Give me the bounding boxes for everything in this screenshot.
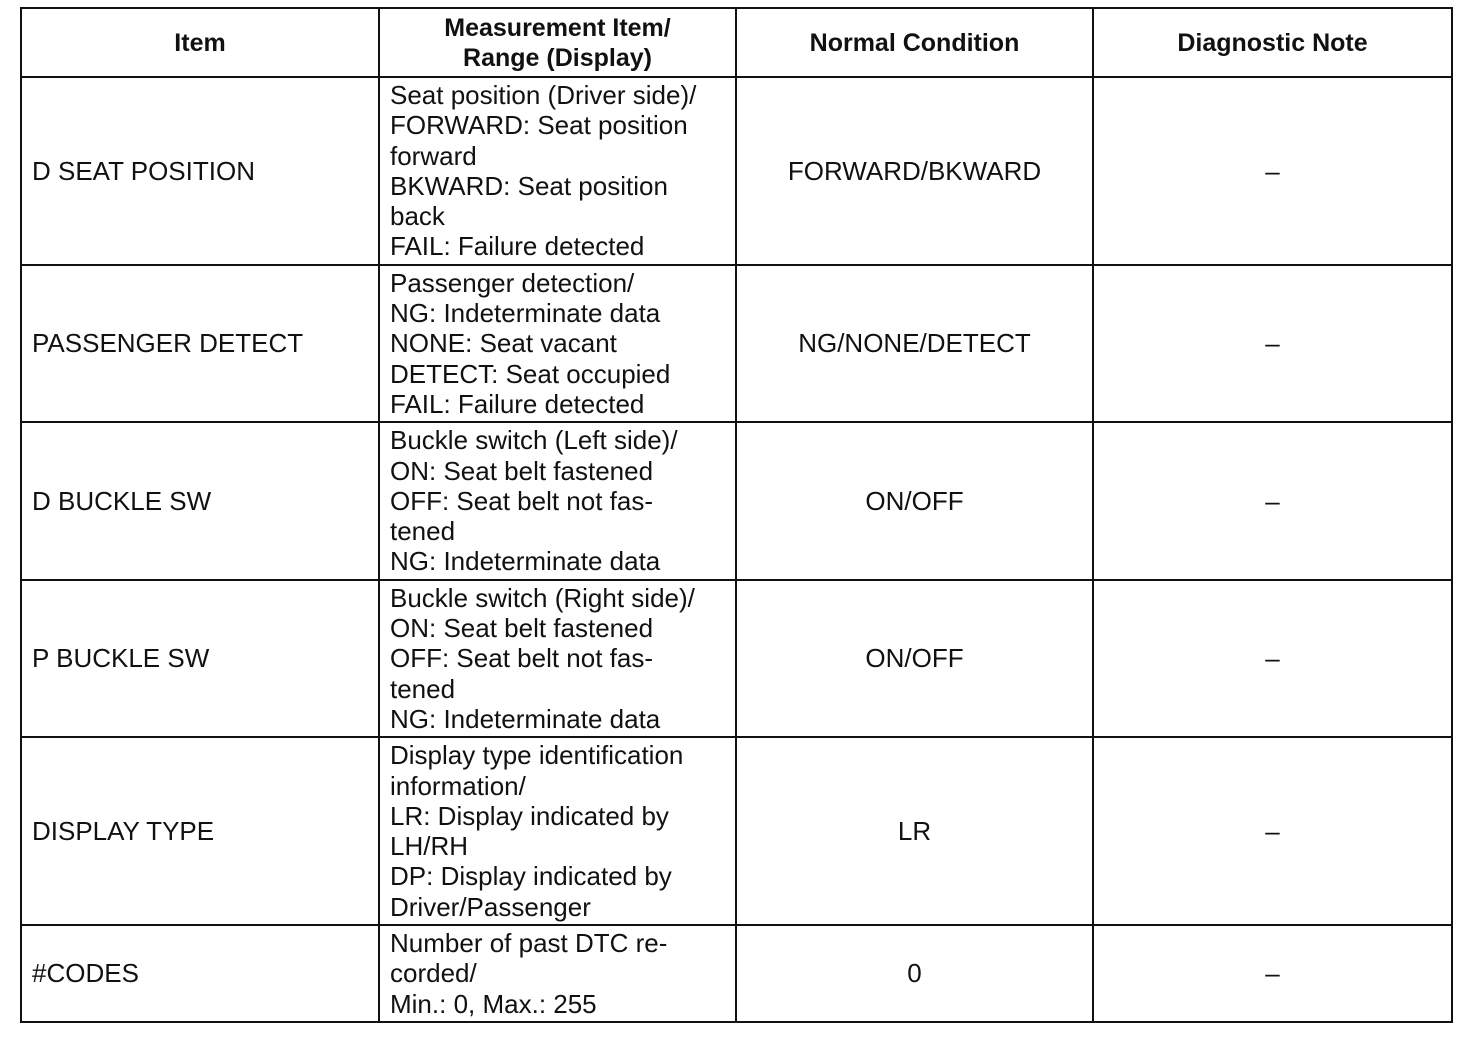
measurement-line: Min.: 0, Max.: 255 [390,988,597,1019]
measurement-line: NG: Indeterminate data [390,546,661,577]
cell-item: D SEAT POSITION [21,77,379,265]
measurement-line: DETECT: Seat occupied [390,358,671,389]
header-item: Item [21,8,379,77]
measurement-line: Passenger detection/ [390,267,635,298]
measurement-line: LH/RH [390,831,469,862]
cell-diagnostic-note: – [1093,925,1452,1022]
header-diagnostic-note: Diagnostic Note [1093,8,1452,77]
measurement-line: Seat position (Driver side)/ [390,80,697,110]
cell-item: P BUCKLE SW [21,580,379,737]
measurement-line: Driver/Passenger [390,891,591,922]
table-body [21,77,1452,1022]
cell-measurement [379,265,736,422]
measurement-line: information/ [390,770,526,801]
cell-item: DISPLAY TYPE [21,737,379,925]
measurement-line: OFF: Seat belt not fas- [390,643,653,674]
measurement-line: tened [390,516,456,547]
cell-normal-condition: ON/OFF [736,580,1093,737]
measurement-line: Display type identification [390,740,684,771]
measurement-line: corded/ [390,958,477,989]
measurement-line: NONE: Seat vacant [390,328,617,359]
measurement-line: Buckle switch (Left side)/ [390,425,678,456]
measurement-line: ON: Seat belt fastened [390,613,654,644]
measurement-line: Number of past DTC re- [390,928,668,959]
measurement-line: tened [390,673,456,704]
cell-normal-condition: ON/OFF [736,422,1093,579]
measurement-line: OFF: Seat belt not fas- [390,485,653,516]
cell-diagnostic-note: – [1093,422,1452,579]
table-row [21,265,1452,422]
measurement-line: back [390,201,445,232]
cell-normal-condition: LR [736,737,1093,925]
cell-diagnostic-note: – [1093,737,1452,925]
header-normal-condition: Normal Condition [736,8,1093,77]
cell-item: D BUCKLE SW [21,422,379,579]
cell-normal-condition: NG/NONE/DETECT [736,265,1093,422]
measurement-line: forward [390,140,477,171]
table-row [21,737,1452,925]
cell-diagnostic-note: – [1093,77,1452,265]
cell-measurement [379,422,736,579]
header-row [21,8,1452,77]
cell-diagnostic-note: – [1093,580,1452,737]
measurement-line: ON: Seat belt fastened [390,455,654,486]
data-list-table [20,7,1453,1023]
cell-item: PASSENGER DETECT [21,265,379,422]
measurement-line: BKWARD: Seat position [390,170,668,201]
cell-diagnostic-note: – [1093,265,1452,422]
measurement-line: NG: Indeterminate data [390,298,661,329]
measurement-line: FAIL: Failure detected [390,231,645,262]
cell-normal-condition: 0 [736,925,1093,1022]
measurement-line: NG: Indeterminate data [390,703,661,734]
cell-measurement [379,925,736,1022]
cell-normal-condition: FORWARD/BKWARD [736,77,1093,265]
cell-measurement [379,580,736,737]
header-measurement-line1: Measurement Item/ [444,13,671,42]
measurement-line: DP: Display indicated by [390,861,672,892]
table-row [21,580,1452,737]
cell-measurement [379,737,736,925]
header-measurement [379,8,736,77]
measurement-line: LR: Display indicated by [390,800,669,831]
cell-measurement [379,77,736,265]
table-row [21,925,1452,1022]
measurement-line: FAIL: Failure detected [390,388,645,419]
measurement-line: Buckle switch (Right side)/ [390,582,695,613]
table-row [21,422,1452,579]
table-row [21,77,1452,265]
cell-item: #CODES [21,925,379,1022]
header-measurement-line2: Range (Display) [463,43,652,72]
measurement-line: FORWARD: Seat position [390,110,688,141]
